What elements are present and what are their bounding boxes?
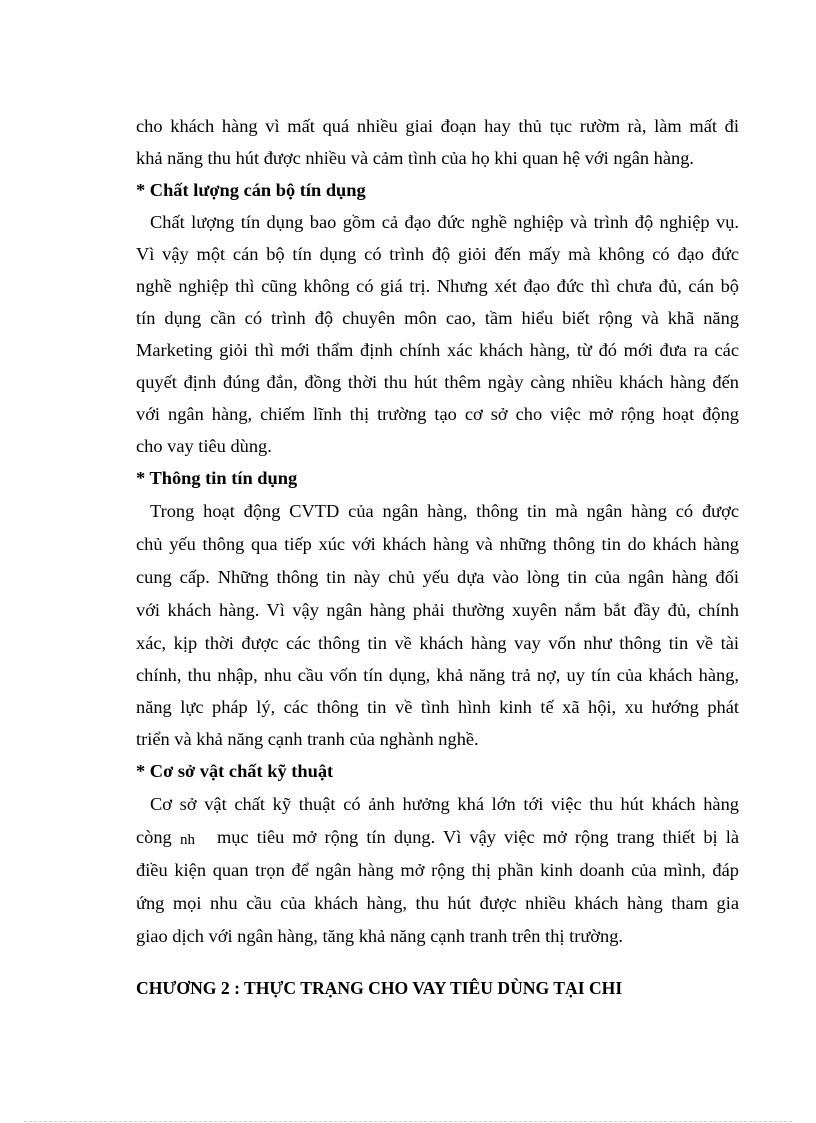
paragraph-line: với khách hàng. Vì vậy ngân hàng phải thường xuyên nắm bắt đầy đủ, chính [136, 600, 739, 620]
page-bottom-divider [24, 1121, 792, 1122]
paragraph-line: cung cấp. Những thông tin này chủ yếu dựa vào lòng tin của ngân hàng đối [136, 567, 739, 587]
paragraph-line: cho khách hàng vì mất quá nhiều giai đoạn hay thủ tục rườm rà, làm mất đi [136, 116, 739, 136]
paragraph-line: giao dịch với ngân hàng, tăng khả năng cạnh tranh trên thị trường. [136, 926, 624, 946]
paragraph-line: với ngân hàng, chiếm lĩnh thị trường tạo cơ sở cho việc mở rộng hoạt động [136, 404, 739, 424]
paragraph-line: Marketing giỏi thì mới thẩm định chính xác khách hàng, từ đó mới đưa ra các [136, 340, 739, 360]
paragraph-line: xác, kịp thời được các thông tin về khách hàng vay vốn như thông tin về tài [136, 633, 739, 653]
paragraph-line: năng lực pháp lý, các thông tin về tình hình kinh tế xã hội, xu hướng phát [136, 697, 739, 717]
paragraph-line: tín dụng cần có trình độ chuyên môn cao, tầm hiểu biết rộng và khã năng [136, 308, 739, 328]
paragraph-line: Cơ sở vật chất kỹ thuật có ảnh hưởng khá lớn tới việc thu hút khách hàng [150, 794, 739, 814]
paragraph-line: Chất lượng tín dụng bao gồm cả đạo đức nghề nghiệp và trình độ nghiệp vụ. [150, 212, 739, 232]
section-heading-facilities: * Cơ sở vật chất kỹ thuật [136, 761, 334, 781]
paragraph-line: triển và khả năng cạnh tranh của nghành nghề. [136, 729, 479, 749]
paragraph-line: Vì vậy một cán bộ tín dụng có trình độ giỏi đến mấy mà không có đạo đức [136, 244, 739, 264]
paragraph-line-fragment: nh [180, 832, 195, 848]
section-heading-credit-info: * Thông tin tín dụng [136, 468, 298, 488]
paragraph-line-fragment: còng [136, 827, 172, 847]
section-heading-staff-quality: * Chất lượng cán bộ tín dụng [136, 180, 366, 200]
paragraph-line-fragment: mục tiêu mở rộng tín dụng. Vì vậy việc mở rộng trang thiết bị là [217, 827, 739, 847]
paragraph-line: chủ yếu thông qua tiếp xúc với khách hàng và những thông tin do khách hàng [136, 534, 739, 554]
chapter-heading: CHƯƠNG 2 : THỰC TRẠNG CHO VAY TIÊU DÙNG TẠI CHI [136, 978, 623, 998]
paragraph-line: điều kiện quan trọn để ngân hàng mở rộng thị phần kinh doanh của mình, đáp [136, 860, 739, 880]
paragraph-line: cho vay tiêu dùng. [136, 436, 272, 456]
paragraph-line: quyết định đúng đắn, đồng thời thu hút thêm ngày càng nhiều khách hàng đến [136, 372, 739, 392]
paragraph-line: nghề nghiệp thì cũng không có giá trị. Nhưng xét đạo đức thì chưa đủ, cán bộ [136, 276, 739, 296]
paragraph-line: khả năng thu hút được nhiều và cảm tình của họ khi quan hệ với ngân hàng. [136, 148, 695, 168]
paragraph-line: chính, thu nhập, nhu cầu vốn tín dụng, khả năng trả nợ, uy tín của khách hàng, [136, 665, 739, 685]
paragraph-line: ứng mọi nhu cầu của khách hàng, thu hút được nhiều khách hàng tham gia [136, 893, 739, 913]
paragraph-line: Trong hoạt động CVTD của ngân hàng, thông tin mà ngân hàng có được [150, 501, 739, 521]
